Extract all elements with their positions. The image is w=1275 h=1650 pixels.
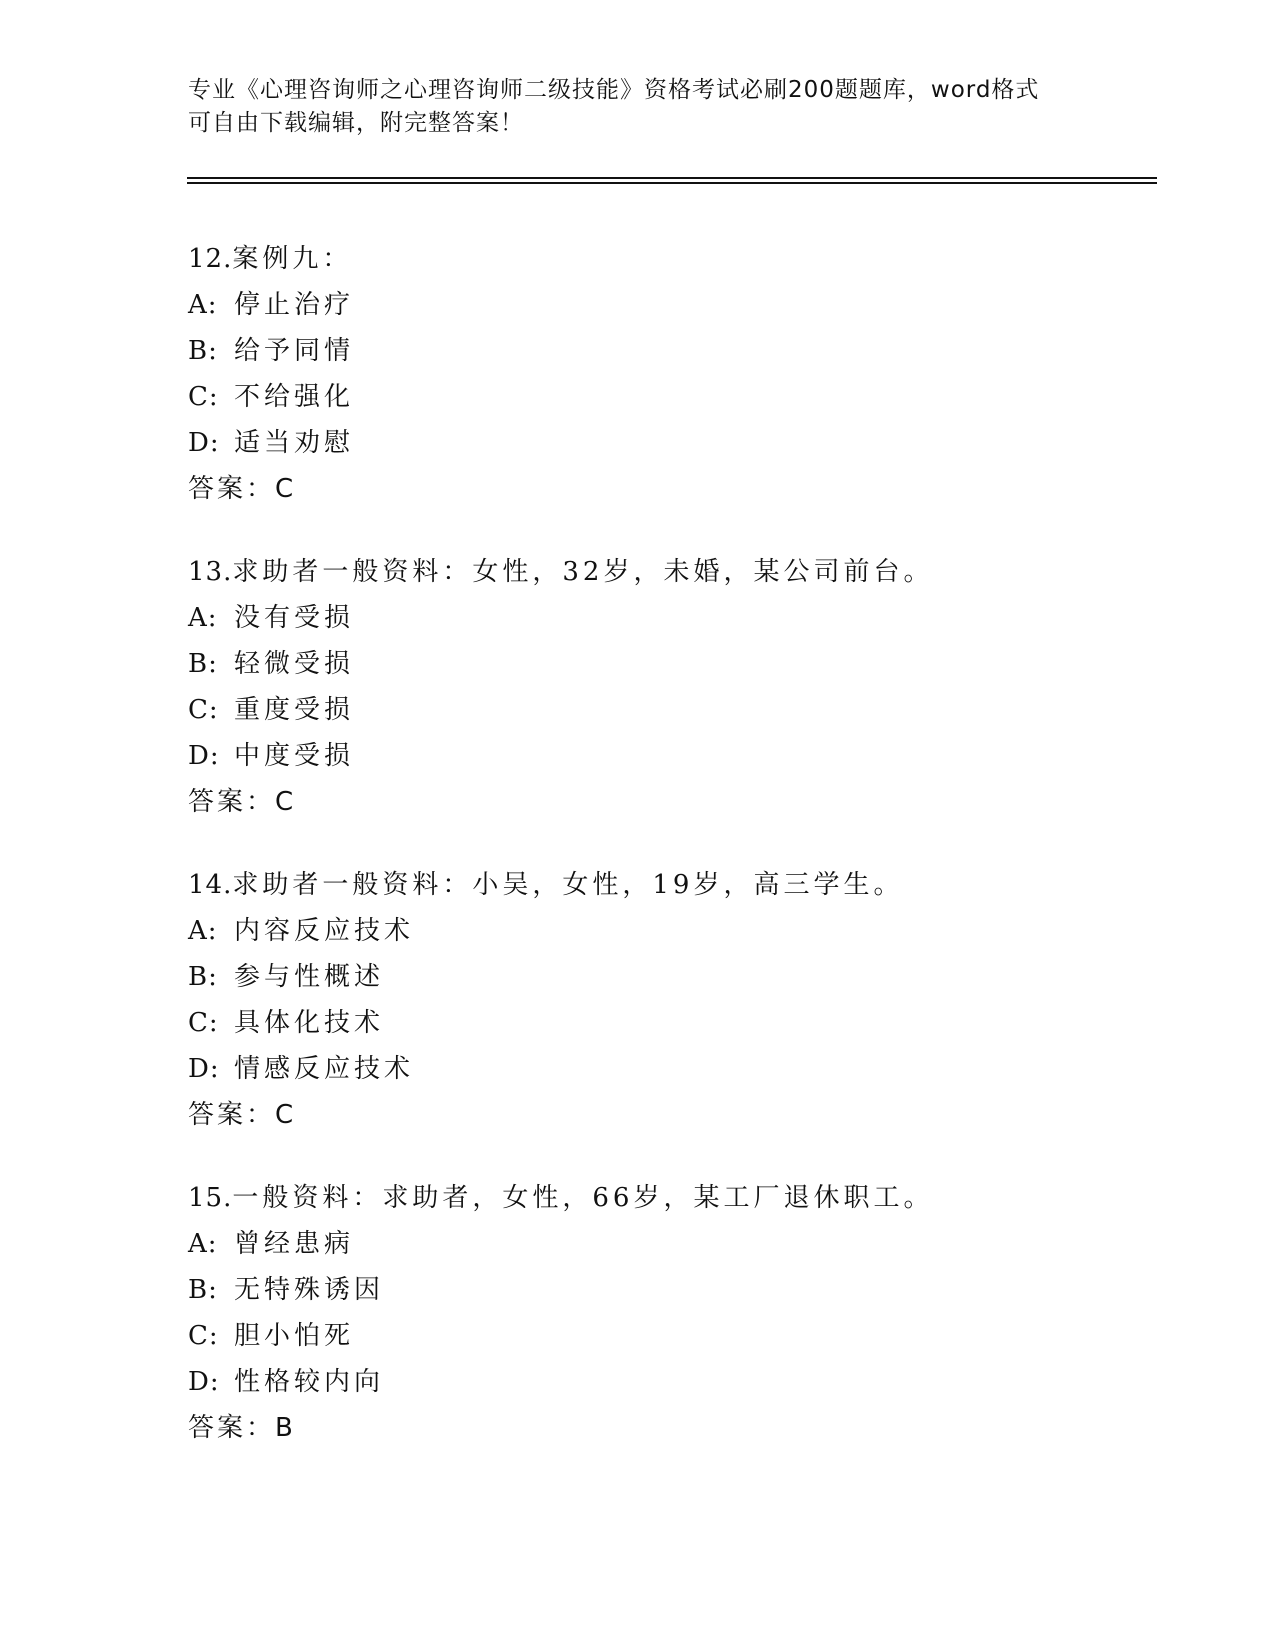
option-c xyxy=(188,687,1158,733)
option-text: 性格较内向 xyxy=(234,1367,385,1397)
option-letter: B: xyxy=(188,649,218,679)
option-text: 重度受损 xyxy=(234,695,355,725)
header-line-2: 可自由下载编辑，附完整答案！ xyxy=(188,110,524,136)
question-stem xyxy=(188,549,1158,595)
question-text: 求助者一般资料：女性，32岁，未婚，某公司前台。 xyxy=(232,557,934,587)
option-a xyxy=(188,282,1158,328)
header-divider-bottom xyxy=(187,182,1157,184)
header-divider-top xyxy=(187,177,1157,179)
question-number: 14. xyxy=(188,870,233,900)
option-a xyxy=(188,595,1158,641)
option-letter: B: xyxy=(188,962,218,992)
question-13 xyxy=(188,549,1158,825)
option-a xyxy=(188,908,1158,954)
question-stem xyxy=(188,862,1158,908)
question-15 xyxy=(188,1175,1158,1451)
header-line-1: 专业《心理咨询师之心理咨询师二级技能》资格考试必刷200题题库，word格式 xyxy=(188,77,1040,103)
option-letter: C: xyxy=(188,1008,219,1038)
option-text: 不给强化 xyxy=(234,382,355,412)
option-text: 胆小怕死 xyxy=(234,1321,355,1351)
option-text: 给予同情 xyxy=(234,336,355,366)
question-number: 15. xyxy=(188,1183,233,1213)
answer-line: 答案：C xyxy=(188,1100,297,1130)
option-c xyxy=(188,374,1158,420)
answer-line: 答案：C xyxy=(188,787,297,817)
option-b xyxy=(188,641,1158,687)
option-text: 参与性概述 xyxy=(234,962,385,992)
answer-line: 答案：B xyxy=(188,1413,296,1443)
option-text: 内容反应技术 xyxy=(234,916,415,946)
option-text: 具体化技术 xyxy=(234,1008,385,1038)
question-text: 案例九： xyxy=(232,244,353,274)
option-text: 没有受损 xyxy=(234,603,355,633)
option-letter: A: xyxy=(188,1229,218,1259)
option-text: 曾经患病 xyxy=(234,1229,355,1259)
answer-line: 答案：C xyxy=(188,474,297,504)
option-b xyxy=(188,328,1158,374)
option-letter: B: xyxy=(188,1275,218,1305)
option-letter: A: xyxy=(188,603,218,633)
option-text: 适当劝慰 xyxy=(234,428,355,458)
question-14 xyxy=(188,862,1158,1138)
question-number: 12. xyxy=(188,244,233,274)
option-a xyxy=(188,1221,1158,1267)
question-stem xyxy=(188,236,1158,282)
option-letter: C: xyxy=(188,382,219,412)
question-stem xyxy=(188,1175,1158,1221)
option-text: 轻微受损 xyxy=(234,649,355,679)
question-number: 13. xyxy=(188,557,233,587)
option-c xyxy=(188,1000,1158,1046)
question-text: 一般资料：求助者，女性，66岁，某工厂退休职工。 xyxy=(232,1183,934,1213)
question-12 xyxy=(188,236,1158,512)
option-letter: A: xyxy=(188,916,218,946)
document-header xyxy=(188,74,1088,140)
option-text: 无特殊诱因 xyxy=(234,1275,385,1305)
option-letter: B: xyxy=(188,336,218,366)
option-c xyxy=(188,1313,1158,1359)
option-b xyxy=(188,1267,1158,1313)
option-letter: D: xyxy=(188,741,220,771)
option-letter: A: xyxy=(188,290,218,320)
option-text: 停止治疗 xyxy=(234,290,355,320)
option-letter: D: xyxy=(188,428,220,458)
option-letter: D: xyxy=(188,1054,220,1084)
option-letter: D: xyxy=(188,1367,220,1397)
question-list xyxy=(188,236,1158,1488)
option-d xyxy=(188,733,1158,779)
question-text: 求助者一般资料：小吴，女性，19岁，高三学生。 xyxy=(232,870,904,900)
option-text: 情感反应技术 xyxy=(234,1054,415,1084)
option-letter: C: xyxy=(188,1321,219,1351)
option-text: 中度受损 xyxy=(234,741,355,771)
option-b xyxy=(188,954,1158,1000)
option-letter: C: xyxy=(188,695,219,725)
option-d xyxy=(188,1359,1158,1405)
option-d xyxy=(188,420,1158,466)
option-d xyxy=(188,1046,1158,1092)
